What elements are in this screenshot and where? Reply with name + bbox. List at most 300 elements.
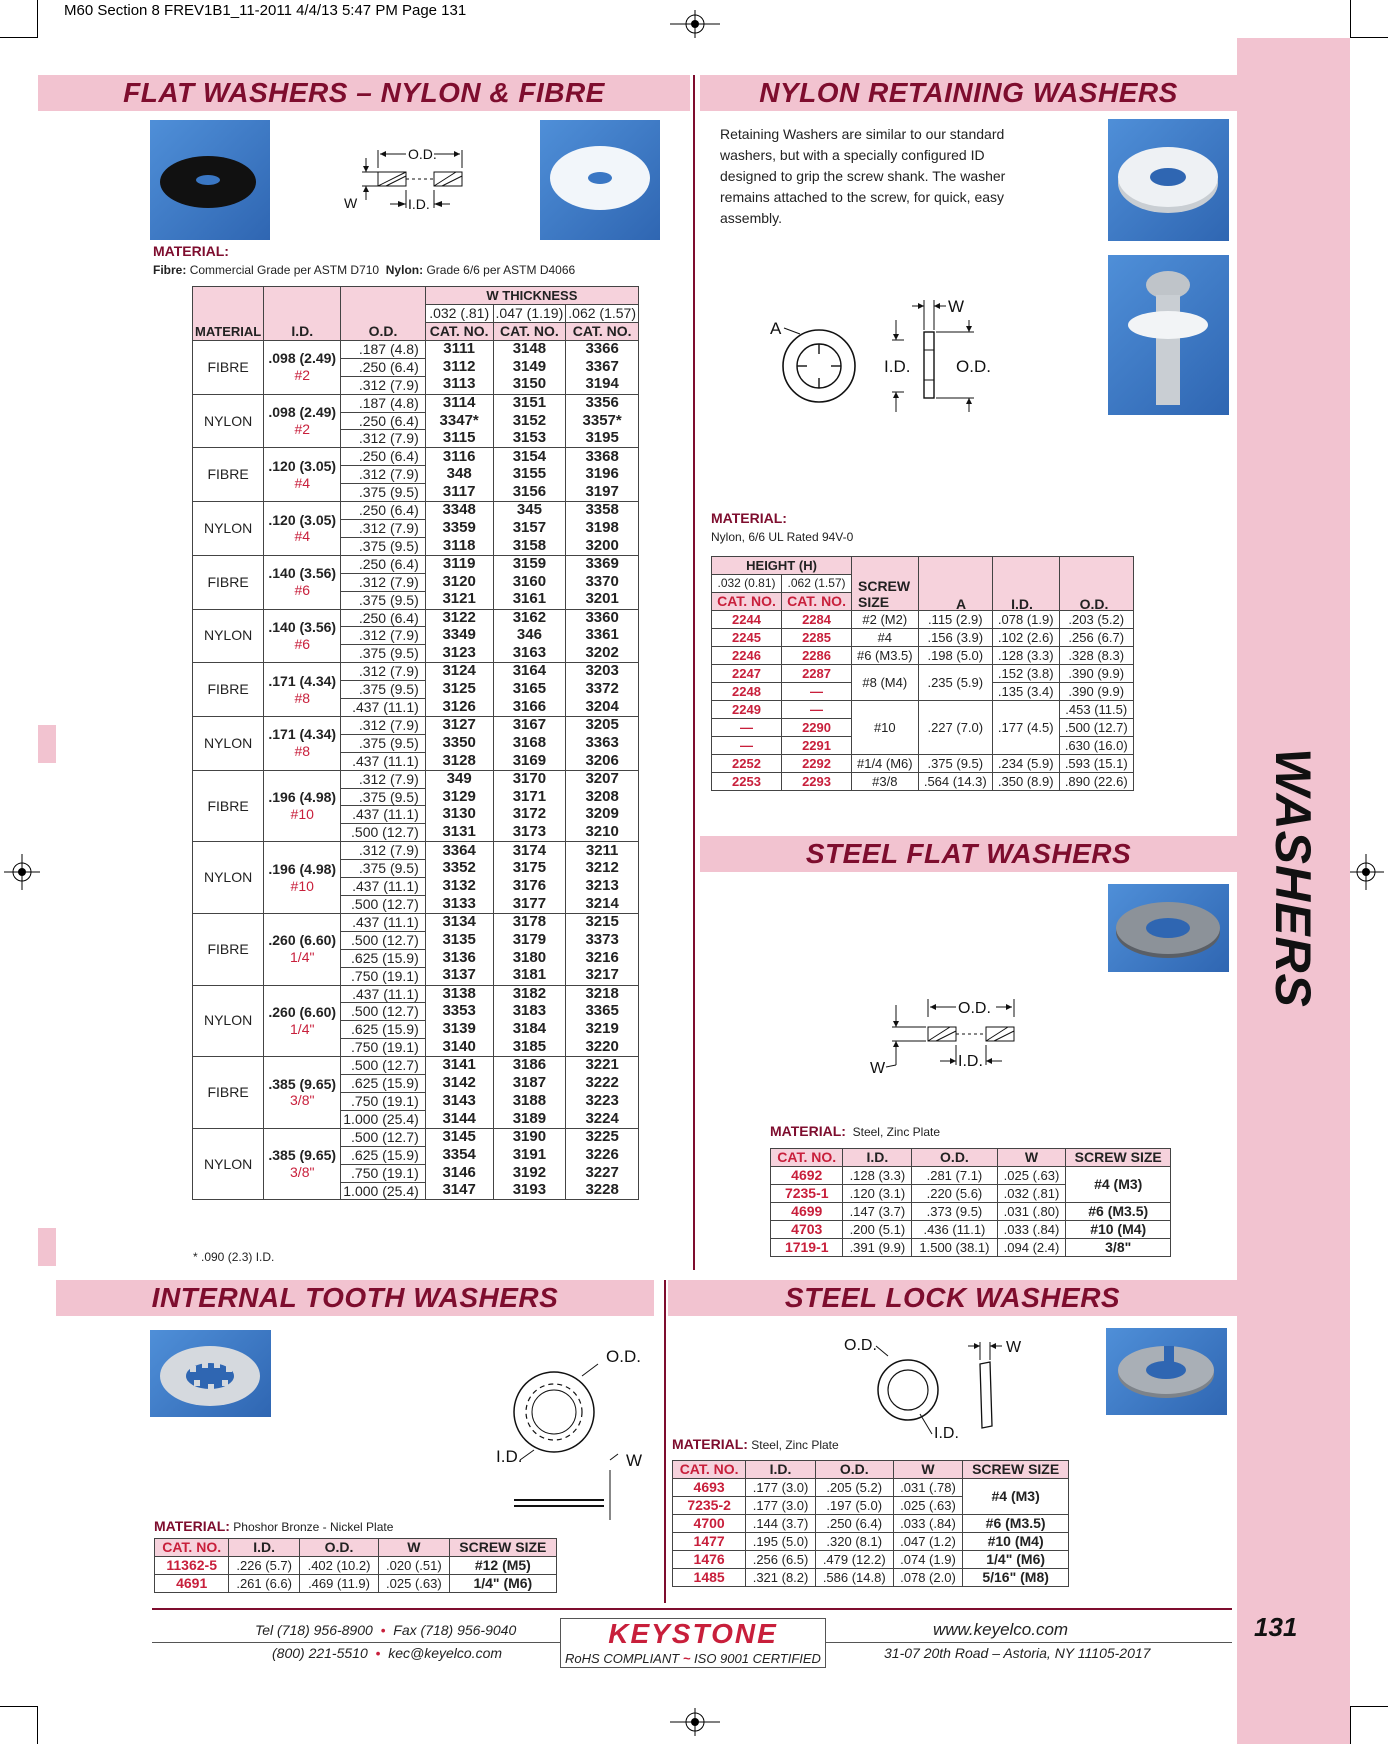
material-cell: NYLON [193, 716, 264, 770]
footer-contact-line1: Tel (718) 956-8900 • Fax (718) 956-9040 [255, 1622, 517, 1638]
cat-number: 11362-5 [155, 1557, 229, 1575]
cat-number: 3212 [566, 860, 639, 878]
table-row [771, 1239, 1171, 1257]
id-value: .177 (3.0) [746, 1497, 816, 1515]
cat-number: 3358 [566, 502, 639, 520]
cat-number: 3207 [566, 770, 639, 788]
id-value: .078 (1.9) [993, 611, 1060, 629]
screw-size: #6 (M3.5) [852, 647, 919, 665]
crop-mark [37, 1706, 38, 1744]
column-divider [664, 1280, 666, 1603]
od-cell: .250 (6.4) [341, 358, 426, 376]
certifications: RoHS COMPLIANT ~ ISO 9001 CERTIFIED [565, 1651, 821, 1666]
cat-number: 3178 [493, 913, 566, 931]
cat-number: 3158 [493, 537, 566, 555]
cat-number: 3366 [566, 340, 639, 358]
screw-size: 5/16" (M8) [963, 1569, 1069, 1587]
diagram-od-label: O.D. [956, 357, 991, 376]
od-cell: 1.000 (25.4) [341, 1182, 426, 1200]
od-cell: .312 (7.9) [341, 627, 426, 645]
registration-mark-right [1348, 852, 1384, 892]
cat-number: 3356 [566, 394, 639, 412]
cat-number: 3139 [425, 1021, 493, 1039]
cat-number: 3148 [493, 340, 566, 358]
table-row [193, 985, 639, 1003]
cat-number: 3368 [566, 448, 639, 466]
od-cell: .312 (7.9) [341, 842, 426, 860]
od-cell: .750 (19.1) [341, 967, 426, 985]
website-link[interactable]: www.keyelco.com [933, 1620, 1069, 1639]
screw-size: #2 [294, 367, 311, 384]
cat-number: 3201 [566, 591, 639, 609]
white-nylon-washer-photo [540, 120, 660, 240]
cat-number: 3226 [566, 1146, 639, 1164]
id-value: .391 (9.9) [843, 1239, 912, 1257]
screw-size: 1/4" [290, 949, 315, 966]
cat-number: 3183 [493, 1003, 566, 1021]
cat-number: 3177 [493, 896, 566, 914]
id-value: .120 (3.05) [268, 511, 337, 528]
cat-number: 3218 [566, 985, 639, 1003]
id-cell [264, 985, 341, 1057]
flat-nylon-fibre-table [192, 286, 639, 1200]
cat-number: 4692 [771, 1167, 843, 1185]
cat-number: 3228 [566, 1182, 639, 1200]
screw-size: #4 [294, 474, 311, 491]
cat-number: 2293 [782, 773, 852, 791]
cat-number: 3365 [566, 1003, 639, 1021]
od-value: .205 (5.2) [815, 1479, 893, 1497]
id-value: .135 (3.4) [993, 683, 1060, 701]
cat-number: 3224 [566, 1110, 639, 1128]
keystone-logo-box [560, 1618, 826, 1668]
id-cell [264, 770, 341, 842]
side-tab [1248, 748, 1338, 1008]
footer-rule [152, 1608, 1232, 1610]
cat-number: 3131 [425, 824, 493, 842]
od-value: .390 (9.9) [1059, 665, 1133, 683]
cat-number: 7235-2 [673, 1497, 746, 1515]
cat-number: 2292 [782, 755, 852, 773]
cat-number: 4700 [673, 1515, 746, 1533]
col-screw-size: SCREW SIZE [963, 1461, 1069, 1479]
steel-lock-table [672, 1460, 1069, 1587]
col-cat: CAT. NO. [425, 322, 493, 340]
od-cell: .375 (9.5) [341, 788, 426, 806]
table-row [193, 394, 639, 412]
a-value: .115 (2.9) [918, 611, 992, 629]
od-cell: .500 (12.7) [341, 1003, 426, 1021]
od-cell: .500 (12.7) [341, 1057, 426, 1075]
id-value: .177 (3.0) [746, 1479, 816, 1497]
cat-number: 3225 [566, 1128, 639, 1146]
cat-number: 3168 [493, 734, 566, 752]
diagram-od-label: O.D. [606, 1347, 641, 1366]
od-cell: .500 (12.7) [341, 824, 426, 842]
id-value: .196 (4.98) [268, 789, 337, 806]
table-row [193, 340, 639, 358]
cat-number: 2252 [712, 755, 782, 773]
cat-number: 3179 [493, 931, 566, 949]
od-cell: .312 (7.9) [341, 466, 426, 484]
od-value: .390 (9.9) [1059, 683, 1133, 701]
cat-number: 3353 [425, 1003, 493, 1021]
col-a: A [955, 596, 967, 612]
screw-size: 1/4" (M6) [449, 1575, 556, 1593]
col-w: W [893, 1461, 963, 1479]
height-032: .032 (0.81) [712, 575, 782, 593]
table-row [712, 701, 1134, 719]
cat-number: 2248 [712, 683, 782, 701]
side-tab-label: WASHERS [1265, 748, 1321, 1008]
cat-number: 3194 [566, 376, 639, 394]
cat-number: 3227 [566, 1164, 639, 1182]
od-value: .281 (7.1) [912, 1167, 997, 1185]
screw-size: #4 (M3) [963, 1479, 1069, 1515]
cat-number: 1477 [673, 1533, 746, 1551]
cat-number: 3188 [493, 1092, 566, 1110]
id-value: .171 (4.34) [268, 726, 337, 743]
cat-number: 3186 [493, 1057, 566, 1075]
w-value: .074 (1.9) [893, 1551, 963, 1569]
cat-number: 3160 [493, 573, 566, 591]
cat-number: 3213 [566, 878, 639, 896]
od-cell: .312 (7.9) [341, 430, 426, 448]
od-value: .453 (11.5) [1059, 701, 1133, 719]
cat-number: 3184 [493, 1021, 566, 1039]
material-description: Nylon, 6/6 UL Rated 94V-0 [711, 530, 854, 544]
material-cell: FIBRE [193, 1057, 264, 1129]
cat-number: 3211 [566, 842, 639, 860]
section-header-steel-lock [668, 1280, 1237, 1316]
table-row [771, 1203, 1171, 1221]
cat-number: 3144 [425, 1110, 493, 1128]
internal-tooth-diagram [490, 1340, 660, 1520]
cat-number: 3349 [425, 627, 493, 645]
cat-number: 3347* [425, 412, 493, 430]
od-cell: .625 (15.9) [341, 1075, 426, 1093]
id-value: .120 (3.1) [843, 1185, 912, 1203]
cat-number: 3125 [425, 681, 493, 699]
od-cell: .500 (12.7) [341, 896, 426, 914]
id-value: .177 (4.5) [993, 701, 1060, 755]
cat-number: 3119 [425, 555, 493, 573]
col-cat: CAT. NO. [771, 1149, 843, 1167]
id-cell [264, 716, 341, 770]
cat-number: 3220 [566, 1039, 639, 1057]
cat-number: 2290 [782, 719, 852, 737]
od-cell: .250 (6.4) [341, 502, 426, 520]
col-od: O.D. [815, 1461, 893, 1479]
cat-number: 3127 [425, 716, 493, 734]
od-cell: .312 (7.9) [341, 519, 426, 537]
od-value: 1.500 (38.1) [912, 1239, 997, 1257]
table-row [673, 1551, 1069, 1569]
od-cell: .375 (9.5) [341, 860, 426, 878]
cat-number: 3153 [493, 430, 566, 448]
cat-number: 3217 [566, 967, 639, 985]
table-row [712, 629, 1134, 647]
od-cell: .500 (12.7) [341, 931, 426, 949]
od-value: .250 (6.4) [815, 1515, 893, 1533]
w-value: .078 (2.0) [893, 1569, 963, 1587]
material-cell: NYLON [193, 394, 264, 448]
diagram-id-label: I.D. [408, 196, 430, 212]
cat-number: 1719-1 [771, 1239, 843, 1257]
cat-number: 3135 [425, 931, 493, 949]
screw-size: #8 (M4) [852, 665, 919, 701]
registration-mark-top [670, 6, 720, 42]
crop-mark [0, 1706, 38, 1707]
cat-number: 3215 [566, 913, 639, 931]
screw-size: #10 [290, 877, 314, 894]
steel-lock-diagram [840, 1332, 1040, 1444]
od-cell: .437 (11.1) [341, 699, 426, 717]
cat-number: 3364 [425, 842, 493, 860]
id-value: .385 (9.65) [268, 1075, 337, 1092]
material-cell: NYLON [193, 1128, 264, 1200]
screw-size: #4 [852, 629, 919, 647]
material-cell: FIBRE [193, 340, 264, 394]
screw-size: #10 [290, 805, 314, 822]
registration-mark-left [4, 852, 40, 892]
id-value: .260 (6.60) [268, 1003, 337, 1020]
cat-number: 3165 [493, 681, 566, 699]
retaining-washer-on-screw-photo [1108, 255, 1229, 415]
cat-number: 2246 [712, 647, 782, 665]
col-id: I.D. [746, 1461, 816, 1479]
od-cell: .437 (11.1) [341, 806, 426, 824]
id-value: .256 (6.5) [746, 1551, 816, 1569]
id-cell [264, 394, 341, 448]
cat-number: 3136 [425, 949, 493, 967]
section-header-flat-nylon-fibre [38, 75, 690, 111]
cat-number: 3191 [493, 1146, 566, 1164]
diagram-w-label: W [870, 1060, 886, 1077]
od-cell: .312 (7.9) [341, 716, 426, 734]
table-footnote: * .090 (2.3) I.D. [193, 1250, 275, 1264]
cat-number: 3204 [566, 699, 639, 717]
cat-number: 3173 [493, 824, 566, 842]
table-row [771, 1167, 1171, 1185]
footer-contact-line2: (800) 221-5510 • kec@keyelco.com [272, 1645, 503, 1661]
page-number: 131 [1254, 1612, 1298, 1642]
cat-number: 4699 [771, 1203, 843, 1221]
cat-number: 3206 [566, 752, 639, 770]
screw-size: #4 [294, 528, 311, 545]
cat-number: 3126 [425, 699, 493, 717]
cat-number: 3151 [493, 394, 566, 412]
cat-number: 3129 [425, 788, 493, 806]
flat-washer-diagram [340, 140, 480, 240]
cat-number: 3190 [493, 1128, 566, 1146]
cat-number: 3360 [566, 609, 639, 627]
footer-address: 31-07 20th Road – Astoria, NY 11105-2017 [884, 1645, 1151, 1661]
cat-number: 3122 [425, 609, 493, 627]
w-value: .031 (.80) [997, 1203, 1066, 1221]
col-od: O.D. [341, 287, 426, 341]
cat-number: 3359 [425, 519, 493, 537]
screw-size: #4 (M3) [1066, 1167, 1171, 1203]
od-cell: .375 (9.5) [341, 591, 426, 609]
cat-number: 3352 [425, 860, 493, 878]
id-value: .128 (3.3) [993, 647, 1060, 665]
id-cell [264, 1057, 341, 1129]
id-cell [264, 1128, 341, 1200]
od-value: .373 (9.5) [912, 1203, 997, 1221]
table-row [193, 448, 639, 466]
section-title: NYLON RETAINING WASHERS [759, 77, 1178, 108]
col-od: O.D. [300, 1539, 379, 1557]
od-cell: .250 (6.4) [341, 609, 426, 627]
diagram-od-label: O.D. [408, 146, 437, 162]
id-value: .102 (2.6) [993, 629, 1060, 647]
w-value: .032 (.81) [997, 1185, 1066, 1203]
cat-number: — [712, 719, 782, 737]
cat-number: 3167 [493, 716, 566, 734]
w-value: .025 (.63) [997, 1167, 1066, 1185]
cat-number: 3214 [566, 896, 639, 914]
internal-tooth-washer-photo [150, 1330, 271, 1417]
cat-number: 3181 [493, 967, 566, 985]
cat-number: 3120 [425, 573, 493, 591]
cat-number: 3132 [425, 878, 493, 896]
cat-number: 3157 [493, 519, 566, 537]
cat-number: 3124 [425, 663, 493, 681]
screw-size: 3/8" [290, 1164, 315, 1181]
cat-number: 3166 [493, 699, 566, 717]
screw-size: 3/8" [290, 1092, 315, 1109]
internal-tooth-table [154, 1538, 557, 1593]
cat-number: 3123 [425, 645, 493, 663]
w-value: .025 (.63) [893, 1497, 963, 1515]
w-value: .047 (1.2) [893, 1533, 963, 1551]
cat-number: 3138 [425, 985, 493, 1003]
cat-number: 3182 [493, 985, 566, 1003]
od-cell: .437 (11.1) [341, 985, 426, 1003]
cat-number: 3350 [425, 734, 493, 752]
keystone-logo: KEYSTONE [608, 1618, 778, 1649]
w-value: .031 (.78) [893, 1479, 963, 1497]
od-cell: .625 (15.9) [341, 1021, 426, 1039]
cat-number: 1476 [673, 1551, 746, 1569]
od-value: .500 (12.7) [1059, 719, 1133, 737]
cat-number: 3363 [566, 734, 639, 752]
od-cell: 1.000 (25.4) [341, 1110, 426, 1128]
cat-number: 2253 [712, 773, 782, 791]
cat-number: 3152 [493, 412, 566, 430]
id-value: .260 (6.60) [268, 932, 337, 949]
crop-mark [1350, 37, 1388, 38]
a-value: .564 (14.3) [918, 773, 992, 791]
screw-size: #12 (M5) [449, 1557, 556, 1575]
cat-number: 2285 [782, 629, 852, 647]
id-value: .261 (6.6) [229, 1575, 300, 1593]
retaining-description: Retaining Washers are similar to our standard washers, but with a specially configured ID designed to grip the screw shank. The washer remains attached to the screw, for quick, easy assembly. [720, 126, 1006, 226]
material-description: Fibre: Commercial Grade per ASTM D710 Nylon: Grade 6/6 per ASTM D4066 [153, 263, 576, 277]
id-value: .196 (4.98) [268, 860, 337, 877]
od-cell: .312 (7.9) [341, 663, 426, 681]
steel-flat-washer-photo [1108, 884, 1229, 972]
od-cell: .437 (11.1) [341, 752, 426, 770]
cat-number: 3205 [566, 716, 639, 734]
section-title: STEEL LOCK WASHERS [784, 1282, 1121, 1313]
material-line: MATERIAL: Phoshor Bronze - Nickel Plate [154, 1518, 394, 1534]
material-heading: MATERIAL: [711, 510, 787, 526]
od-value: .630 (16.0) [1059, 737, 1133, 755]
material-heading: MATERIAL: [153, 243, 229, 259]
col-cat: CAT. NO. [782, 593, 852, 611]
steel-flat-washer-diagram [866, 995, 1026, 1090]
col-cat: CAT. NO. [673, 1461, 746, 1479]
od-cell: .375 (9.5) [341, 645, 426, 663]
height-062: .062 (1.57) [782, 575, 852, 593]
cat-number: 3161 [493, 591, 566, 609]
w-value: .033 (.84) [893, 1515, 963, 1533]
table-row [712, 665, 1134, 683]
col-material: MATERIAL [193, 287, 264, 341]
table-row [193, 1128, 639, 1146]
od-cell: .312 (7.9) [341, 376, 426, 394]
cat-number: 3219 [566, 1021, 639, 1039]
section-title: STEEL FLAT WASHERS [805, 838, 1132, 869]
table-row [673, 1515, 1069, 1533]
cat-number: 3203 [566, 663, 639, 681]
id-cell [264, 842, 341, 914]
col-id: I.D. [264, 287, 341, 341]
cat-number: 3216 [566, 949, 639, 967]
col-w: W [379, 1539, 450, 1557]
cat-number: 3128 [425, 752, 493, 770]
registration-mark-bottom [670, 1704, 720, 1740]
cat-number: 2249 [712, 701, 782, 719]
footer-rule-thin [826, 1642, 1232, 1643]
diagram-id-label: I.D. [496, 1447, 523, 1466]
id-value: .385 (9.65) [268, 1147, 337, 1164]
od-cell: .375 (9.5) [341, 681, 426, 699]
cat-number: 3146 [425, 1164, 493, 1182]
cat-number: 3145 [425, 1128, 493, 1146]
cat-number: 3197 [566, 484, 639, 502]
od-cell: .750 (19.1) [341, 1164, 426, 1182]
screw-size: #2 (M2) [852, 611, 919, 629]
a-value: .227 (7.0) [918, 701, 992, 755]
od-value: .436 (11.1) [912, 1221, 997, 1239]
screw-size: 1/4" (M6) [963, 1551, 1069, 1569]
crop-mark [1350, 1706, 1388, 1707]
id-value: .234 (5.9) [993, 755, 1060, 773]
section-header-internal-tooth [56, 1280, 654, 1316]
od-cell: .375 (9.5) [341, 484, 426, 502]
id-value: .120 (3.05) [268, 457, 337, 474]
cat-number: 3140 [425, 1039, 493, 1057]
col-screw-size: SCREW SIZE [1066, 1149, 1171, 1167]
crop-mark [1350, 0, 1351, 38]
a-value: .156 (3.9) [918, 629, 992, 647]
material-cell: NYLON [193, 502, 264, 556]
od-cell: .250 (6.4) [341, 555, 426, 573]
table-row [155, 1557, 557, 1575]
cat-number: 3171 [493, 788, 566, 806]
cat-number: 3348 [425, 502, 493, 520]
od-value: .328 (8.3) [1059, 647, 1133, 665]
material-line: MATERIAL: Steel, Zinc Plate [672, 1436, 839, 1452]
steel-flat-table [770, 1148, 1171, 1257]
screw-size: #1/4 (M6) [852, 755, 919, 773]
material-cell: NYLON [193, 985, 264, 1057]
table-row [193, 502, 639, 520]
screw-size: 3/8" [1066, 1239, 1171, 1257]
